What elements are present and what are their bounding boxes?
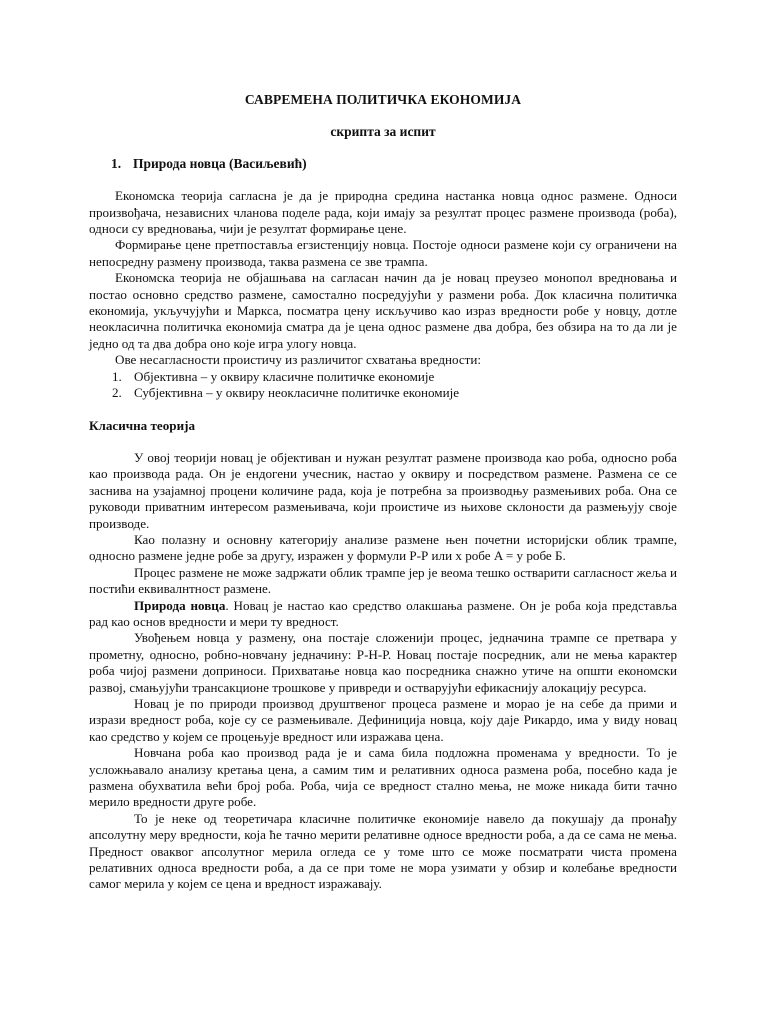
document-subtitle: скрипта за испит [330,124,436,140]
section-heading-1 [111,156,677,172]
paragraph: Као полазну и основну категорију анализе размене њен почетни историјски облик трампе, односно размене једне робе за другу, изражен у формули Р-Р или x робе A = y робе Б. [89,531,677,564]
section-number: 1. [111,155,122,171]
paragraph: Новац је по природи производ друштвеног процеса размене и морао је на себе да прими и изрази вредност роба, које су се размењивале. Дефиниција новца, коју даје Рикардо, има у виду новац као средство у којем се процењује вредност или изражава цена. [89,696,677,744]
document-title: САВРЕМЕНА ПОЛИТИЧКА ЕКОНОМИЈА [244,92,522,107]
document-page [89,92,677,893]
list-item-text: Објективна – у оквиру класичне политичке економије [134,368,435,384]
list-item-number: 1. [112,368,122,384]
value-types-list [89,369,677,402]
section-heading-classical-theory: Класична теорија [89,417,196,433]
section-1-body [89,188,677,401]
paragraph: Новчана роба као производ рада је и сама била подложна променама у вредности. То је усложњавало анализу кретања цена, а самим тим и релативних односа размена роба, посебно када је размена обухватила већи број роба. Роба, чија се вредност стално мења, не може никада бити тачно мерило вредности друге робе. [89,745,677,810]
paragraph: Увођењем новца у размену, она постаје сложенији процес, једначина трампе се претвара у прометну, односно, робно-новчану једначину: Р-Н-Р. Новац постаје посредник, али не мења карактер роба чијој размени доприноси. Прихватање новца као посредника снажно утиче на општи економски развој, смањујући трансакционе трошкове у привреди и остварујући ефикасниjу алокацију ресурса. [89,630,677,695]
section-heading-text: Природа новца (Васиљевић) [133,155,307,171]
paragraph: Формирање цене претпоставља егзистенцију новца. Постоје односи размене који су ограничени на непосредну размену производа, таква размена се зве трампа. [89,237,677,269]
list-item [89,369,677,385]
list-item [89,385,677,401]
bold-term: Природа новца [134,597,226,613]
paragraph-nature-of-money [89,598,677,631]
paragraph: Економска теорија сагласна је да је природна средина настанка новца однос размене. Односи произвођача, независних чланова поделе рада, који имају за резултат процес размене производа (роба), односи су вредновања, чији је резултат формирање цене. [89,188,677,237]
paragraph-text: . Новац је настао као средство олакшања размене. Он је роба која представља рад као основ вредности и мери ту вредност. [89,597,677,629]
paragraph: Процес размене не може задржати облик трампе јер је веома тешко остварити сагласност жеља и постићи еквивалнтност размене. [89,564,677,597]
paragraph: У овој теорији новац је објективан и нужан резултат размене производа као роба, односно роба као производа рада. Он је ендогени учесник, настао у оквиру и посредством размене. Размена се се заснива на узајамној процени количине рада, која је потребна за производњу размењивих роба. Она се руководи приватним интересом размењивача, који проистиче из њихове склоности да размењују своје производе. [89,449,677,531]
paragraph: Економска теорија не објашњава на сагласан начин да је новац преузео монопол вредновања и постао основно средство размене, самостално посредујући у размени роба. Док класична политичка економија, укључујући и Маркса, посматра цену искључиво као израз вредности робе у новцу, дотле неокласична политичка економија сматра да је цена однос размене два добра, без обзира на то да ли је једно од та два добра оно које игра улогу новца. [89,270,677,351]
paragraph: То је неке од теоретичара класичне политичке економије навело да покушају да пронађу апсолутну меру вредности, која ће тачно мерити релативне односе вредности роба, а да се сама не мења. Предност оваквог апсолутног мерила огледа се у томе што се може посматрати чиста промена релативних односа вредности роба, а да се при томе не мора узимати у обзир и колебање вредности самог мерила у којем се цена и вредност изражавају. [89,810,677,892]
section-2-body [89,450,677,893]
list-item-number: 2. [112,385,122,401]
paragraph: Ове несагласности проистичу из различитог схватања вредности: [115,352,482,368]
list-item-text: Субјективна – у оквиру неокласичне политичке економије [134,385,460,401]
